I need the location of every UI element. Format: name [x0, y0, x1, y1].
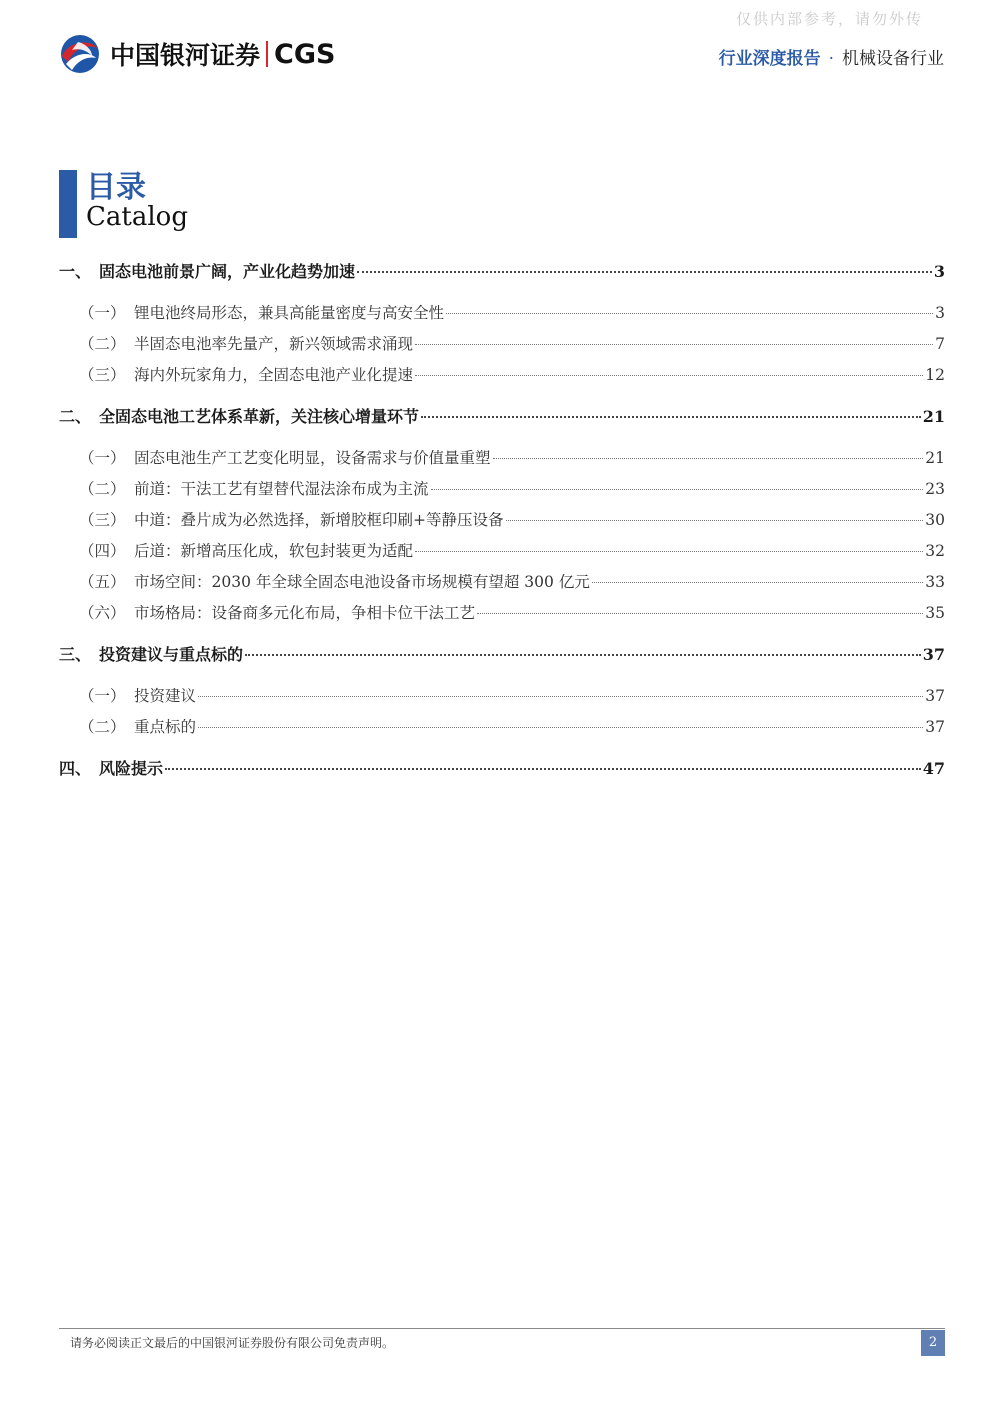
toc-number: 二、: [59, 407, 92, 426]
report-type: 行业深度报告: [718, 49, 821, 69]
toc-number: （三）: [79, 511, 126, 529]
toc-number: （二）: [79, 480, 126, 498]
toc-page: 3: [935, 304, 945, 322]
toc-number: （二）: [79, 718, 126, 736]
toc-title: 市场格局：设备商多元化布局，争相卡位干法工艺: [134, 604, 476, 622]
toc-entry[interactable]: [59, 360, 945, 391]
toc-number: （一）: [79, 687, 126, 705]
toc-dot-leader: [415, 343, 933, 345]
toc-title: 固态电池生产工艺变化明显，设备需求与价值量重塑: [134, 449, 491, 467]
toc-entry[interactable]: [59, 329, 945, 360]
table-of-contents: [59, 256, 945, 785]
toc-entry-section-1[interactable]: [59, 256, 945, 288]
toc-title: 市场空间：2030 年全球全固态电池设备市场规模有望超 300 亿元: [134, 573, 590, 591]
toc-page: 37: [925, 718, 945, 736]
watermark-text: 仅供内部参考，请勿外传: [736, 10, 924, 28]
toc-entry-section-4[interactable]: [59, 753, 945, 785]
toc-dot-leader: [506, 519, 924, 521]
toc-title: 重点标的: [134, 718, 197, 736]
toc-number: （三）: [79, 366, 126, 384]
toc-number: 三、: [59, 645, 92, 664]
toc-dot-leader: [493, 457, 924, 459]
toc-number: （一）: [79, 304, 126, 322]
toc-dot-leader: [245, 653, 921, 656]
toc-page: 35: [925, 604, 945, 622]
toc-dot-leader: [421, 415, 921, 418]
toc-dot-leader: [357, 270, 932, 273]
toc-number: 一、: [59, 262, 92, 281]
logo-chinese-name: 中国银河证券: [110, 41, 261, 70]
toc-entry[interactable]: [59, 567, 945, 598]
toc-entry[interactable]: [59, 474, 945, 505]
toc-page: 47: [922, 759, 945, 778]
report-header: [719, 44, 944, 69]
toc-title: 锂电池终局形态，兼具高能量密度与高安全性: [134, 304, 445, 322]
toc-page: 21: [925, 449, 945, 467]
toc-title: 风险提示: [99, 759, 164, 778]
toc-entry-section-2[interactable]: [59, 401, 945, 433]
toc-entry[interactable]: [59, 681, 945, 712]
toc-dot-leader: [477, 612, 923, 614]
toc-title: 半固态电池率先量产，新兴领域需求涌现: [134, 335, 414, 353]
toc-page: 21: [922, 407, 945, 426]
toc-dot-leader: [415, 374, 923, 376]
toc-dot-leader: [446, 312, 933, 314]
toc-number: （一）: [79, 449, 126, 467]
toc-title: 后道：新增高压化成，软包封装更为适配: [134, 542, 414, 560]
toc-dot-leader: [415, 550, 923, 552]
toc-number: （四）: [79, 542, 126, 560]
header-separator: ·: [828, 49, 834, 69]
toc-page: 12: [925, 366, 945, 384]
toc-page: 32: [925, 542, 945, 560]
cgs-logo-icon: [58, 34, 102, 74]
toc-entry[interactable]: [59, 536, 945, 567]
toc-title: 前道：干法工艺有望替代湿法涂布成为主流: [134, 480, 429, 498]
toc-title: 投资建议: [134, 687, 197, 705]
toc-title: 投资建议与重点标的: [99, 645, 244, 664]
toc-page: 37: [922, 645, 945, 664]
footer-divider: [59, 1328, 945, 1329]
toc-entry[interactable]: [59, 712, 945, 743]
toc-number: （六）: [79, 604, 126, 622]
toc-number: （五）: [79, 573, 126, 591]
page-number: 2: [921, 1330, 945, 1356]
toc-page: 33: [925, 573, 945, 591]
toc-dot-leader: [592, 581, 923, 583]
toc-entry[interactable]: [59, 298, 945, 329]
toc-title: 全固态电池工艺体系革新，关注核心增量环节: [99, 407, 420, 426]
footer-disclaimer: 请务必阅读正文最后的中国银河证券股份有限公司免责声明。: [70, 1336, 395, 1350]
toc-entry[interactable]: [59, 598, 945, 629]
toc-page: 3: [933, 262, 945, 281]
toc-number: （二）: [79, 335, 126, 353]
logo-english-name: CGS: [274, 38, 336, 70]
industry-label: 机械设备行业: [842, 49, 944, 69]
toc-page: 23: [925, 480, 945, 498]
toc-entry[interactable]: [59, 505, 945, 536]
toc-dot-leader: [165, 767, 921, 770]
toc-number: 四、: [59, 759, 92, 778]
toc-page: 7: [935, 335, 945, 353]
toc-dot-leader: [198, 695, 923, 697]
catalog-title-en: Catalog: [86, 202, 188, 232]
toc-entry[interactable]: [59, 443, 945, 474]
toc-dot-leader: [431, 488, 924, 490]
logo-divider: [266, 41, 268, 67]
toc-title: 固态电池前景广阔，产业化趋势加速: [99, 262, 356, 281]
toc-page: 30: [925, 511, 945, 529]
catalog-title-cn: 目录: [86, 170, 146, 205]
toc-title: 海内外玩家角力，全固态电池产业化提速: [134, 366, 414, 384]
catalog-accent-bar: [59, 170, 77, 238]
toc-page: 37: [925, 687, 945, 705]
toc-title: 中道：叠片成为必然选择，新增胶框印刷+等静压设备: [134, 511, 504, 529]
toc-dot-leader: [198, 726, 923, 728]
toc-entry-section-3[interactable]: [59, 639, 945, 671]
company-logo: [58, 34, 335, 74]
